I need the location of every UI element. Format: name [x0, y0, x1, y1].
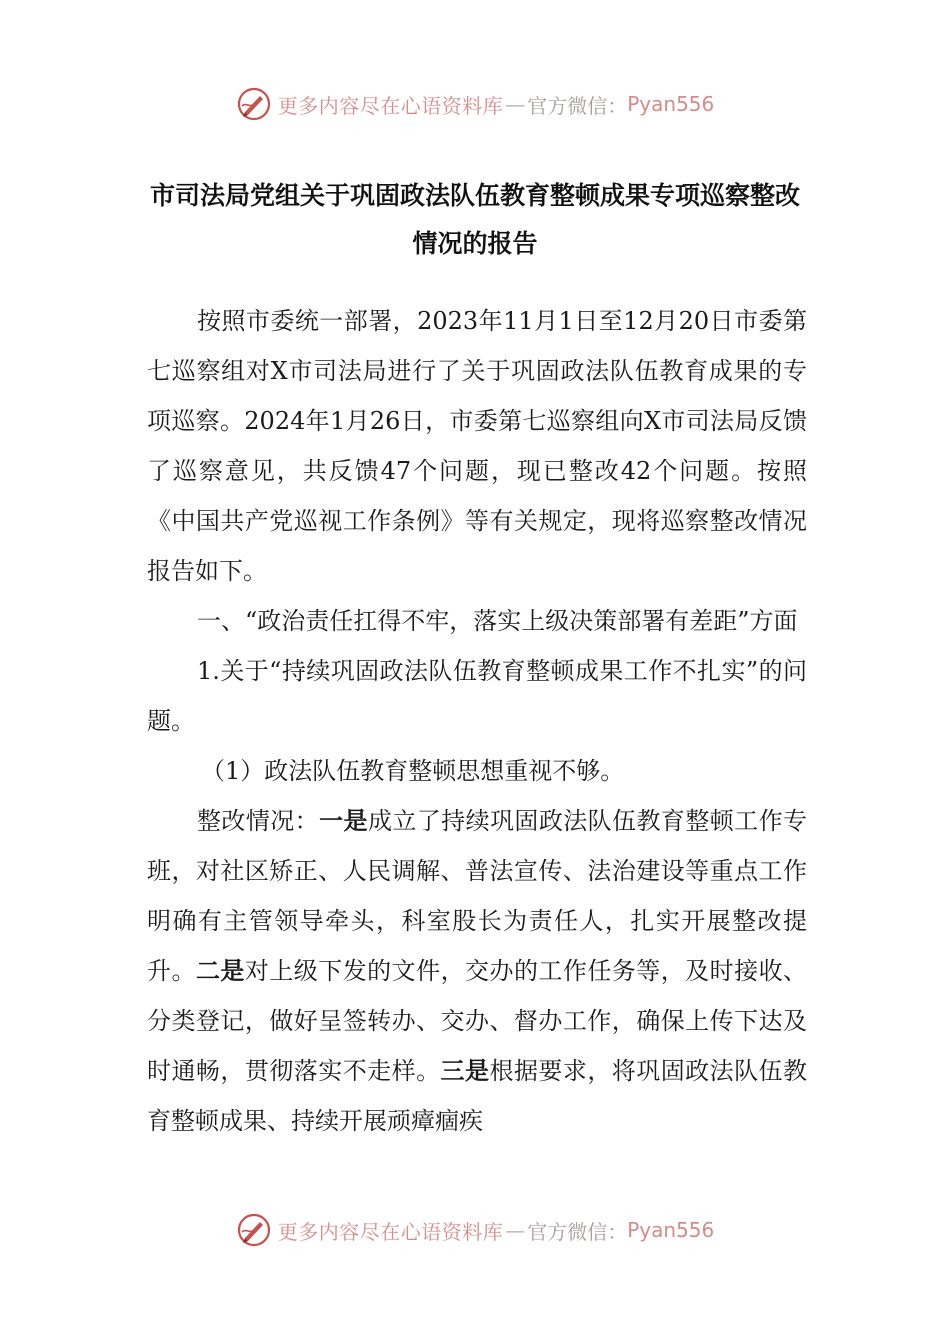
rectification-label: 整改情况：: [197, 807, 320, 835]
banner-text: 更多内容尽在心语资料库: [277, 93, 504, 118]
pen-logo-icon: [236, 1212, 272, 1248]
wechat-label: 官方微信：: [527, 1219, 628, 1244]
rectification-paragraph: [147, 796, 807, 1146]
wechat-id: Pyan556: [627, 92, 715, 116]
banner-separator: —: [505, 1218, 526, 1242]
document-title: 市司法局党组关于巩固政法队伍教育整顿成果专项巡察整改情况的报告: [150, 181, 801, 258]
document-body: [147, 296, 807, 1146]
section-heading: 一、“政治责任扛得不牢，落实上级决策部署有差距”方面: [197, 607, 798, 635]
marker-first: 一是: [319, 807, 368, 835]
measure-second: 对上级下发的文件，交办的工作任务等，及时接收、分类登记，做好呈签转办、交办、督办工作，确保上传下达及时通畅，贯彻落实不走样。: [147, 957, 808, 1085]
intro-paragraph: 按照市委统一部署，2023年11月1日至12月20日市委第七巡察组对X市司法局进行了关于巩固政法队伍教育成果的专项巡察。2024年1月26日，市委第七巡察组向X市司法局反馈了巡察意见，共反馈47个问题，现已整改42个问题。按照《中国共产党巡视工作条例》等有关规定，现将巡察整改情况报告如下。: [147, 307, 807, 585]
measure-third: 根据要求，将巩固政法队伍教育整顿成果、持续开展顽瘴痼疾: [147, 1057, 808, 1135]
marker-second: 二是: [195, 957, 245, 985]
footer-watermark-banner: [0, 1210, 950, 1250]
banner-text: 更多内容尽在心语资料库: [277, 1219, 504, 1244]
item-heading: 1.关于“持续巩固政法队伍教育整顿成果工作不扎实”的问题。: [147, 657, 807, 735]
wechat-label: 官方微信：: [527, 93, 628, 118]
marker-third: 三是: [440, 1057, 490, 1085]
wechat-id: Pyan556: [627, 1218, 715, 1242]
measure-first: 成立了持续巩固政法队伍教育整顿工作专班，对社区矫正、人民调解、普法宣传、法治建设等重点工作明确有主管领导牵头，科室股长为责任人，扎实开展整改提升。: [147, 807, 808, 985]
header-watermark-banner: [0, 84, 950, 124]
banner-separator: —: [505, 92, 526, 116]
sub-item-heading: （1）政法队伍教育整顿思想重视不够。: [201, 757, 625, 785]
pen-logo-icon: [236, 86, 272, 122]
